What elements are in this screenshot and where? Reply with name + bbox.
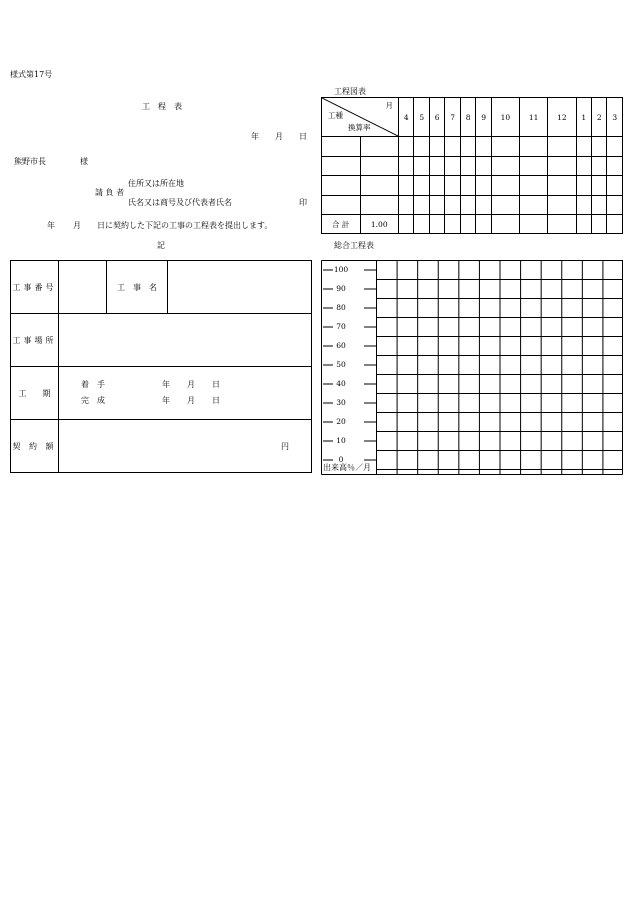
month-progress-cell[interactable] [520,176,548,196]
month-cell-4: 8 [460,98,475,137]
month-cell-9: 1 [576,98,591,137]
month-progress-cell[interactable] [460,137,475,157]
period-value[interactable] [59,367,312,420]
percent-label: 30 [336,397,346,407]
month-progress-cell[interactable] [520,137,548,157]
month-progress-cell[interactable] [520,156,548,176]
total-label: 合 計 [322,215,361,234]
work-type-header: 工種 [328,111,343,120]
contractor-address-label: 住所又は所在地 [128,179,184,188]
month-progress-cell[interactable] [445,195,460,215]
month-progress-cell[interactable] [429,195,444,215]
month-cell-3: 7 [445,98,460,137]
contract-amount-label: 契 約 額 [11,420,59,473]
month-progress-cell[interactable] [591,176,606,196]
month-progress-cell[interactable] [491,195,519,215]
header-diagonal-cell [322,98,399,137]
construction-details-table [10,260,312,473]
percent-label: 40 [336,378,346,388]
conversion-rate-cell[interactable] [360,137,399,157]
date-day: 日 [299,132,307,141]
month-progress-cell[interactable] [460,176,475,196]
yen-unit: 円 [281,441,289,451]
submission-text: 日に契約した下記の工事の工程表を提出します。 [97,221,273,230]
month-progress-cell[interactable] [520,195,548,215]
month-progress-cell[interactable] [476,195,491,215]
start-label: 着 手 [81,380,105,389]
construction-number-label: 工事番号 [11,261,59,314]
process-chart-table [321,97,623,234]
percent-label: 100 [333,264,349,274]
seal-mark: 印 [299,198,307,207]
month-cell-8: 12 [548,98,576,137]
period-label: 工 期 [11,367,59,420]
month-progress-cell[interactable] [576,137,591,157]
month-progress-cell[interactable] [591,156,606,176]
month-progress-cell[interactable] [607,156,623,176]
month-progress-cell[interactable] [548,195,576,215]
month-progress-cell[interactable] [491,176,519,196]
overall-chart [321,260,623,475]
percent-label: 10 [336,435,346,445]
month-progress-cell[interactable] [445,137,460,157]
work-type-cell[interactable] [322,176,361,196]
percent-label: 0 [338,454,344,464]
process-row [322,156,623,176]
addressee-name: 熊野市長 [14,157,46,166]
month-progress-cell[interactable] [414,137,429,157]
month-progress-cell[interactable] [399,137,414,157]
month-progress-cell[interactable] [414,156,429,176]
contract-amount-value[interactable] [59,420,312,473]
process-row [322,195,623,215]
process-chart-title: 工程図表 [334,87,366,96]
month-progress-cell[interactable] [445,156,460,176]
month-progress-cell[interactable] [445,176,460,196]
month-progress-cell[interactable] [548,137,576,157]
construction-number-value[interactable] [59,261,107,314]
work-type-cell[interactable] [322,137,361,157]
month-cell-10: 2 [591,98,606,137]
month-progress-cell[interactable] [591,195,606,215]
month-progress-cell[interactable] [476,176,491,196]
start-month: 月 [187,380,195,389]
process-row [322,137,623,157]
construction-name-label: 工 事 名 [107,261,168,314]
completion-year: 年 [162,396,170,405]
month-progress-cell[interactable] [607,176,623,196]
month-cell-11: 3 [607,98,623,137]
percent-label: 20 [336,416,346,426]
month-progress-cell[interactable] [476,156,491,176]
month-progress-cell[interactable] [491,137,519,157]
conversion-rate-header: 換算率 [348,123,371,132]
month-progress-cell[interactable] [591,137,606,157]
month-progress-cell[interactable] [460,156,475,176]
addressee-honorific: 様 [80,157,88,166]
start-day: 日 [212,380,220,389]
month-cell-1: 5 [414,98,429,137]
conversion-rate-cell[interactable] [360,195,399,215]
month-progress-cell[interactable] [548,156,576,176]
month-progress-cell[interactable] [460,195,475,215]
overall-chart-title: 総合工程表 [334,241,374,250]
date-month: 月 [275,132,283,141]
month-cell-7: 11 [520,98,548,137]
percent-label: 70 [336,321,346,331]
month-progress-cell[interactable] [576,195,591,215]
month-cell-5: 9 [476,98,491,137]
overall-chart-grid [321,260,623,475]
completion-day: 日 [212,396,220,405]
month-progress-cell[interactable] [429,137,444,157]
percent-label: 80 [336,302,346,312]
percent-label: 60 [336,340,346,350]
month-progress-cell[interactable] [399,176,414,196]
month-progress-cell[interactable] [429,176,444,196]
process-row [322,176,623,196]
total-value: 1.00 [360,215,399,234]
form-number: 様式第17号 [10,70,53,79]
conversion-rate-cell[interactable] [360,156,399,176]
construction-name-value[interactable] [168,261,312,314]
month-progress-cell[interactable] [576,156,591,176]
percent-label: 90 [336,283,346,293]
construction-site-label: 工事場所 [11,314,59,367]
month-progress-cell[interactable] [576,176,591,196]
month-progress-cell[interactable] [491,156,519,176]
page-title: 工 程 表 [142,102,182,111]
contractor-name-label: 氏名又は商号及び代表者氏名 [128,198,232,207]
month-progress-cell[interactable] [429,156,444,176]
ki-mark: 記 [157,241,165,250]
month-cell-0: 4 [399,98,414,137]
completion-month: 月 [187,396,195,405]
month-cell-6: 10 [491,98,519,137]
month-header: 月 [385,101,393,110]
month-progress-cell[interactable] [548,176,576,196]
conversion-rate-cell[interactable] [360,176,399,196]
completion-label: 完 成 [81,396,105,405]
month-progress-cell[interactable] [399,156,414,176]
submission-month: 月 [73,221,81,230]
date-year: 年 [251,132,259,141]
contractor-role-label: 請 負 者 [95,188,125,197]
month-progress-cell[interactable] [414,195,429,215]
month-progress-cell[interactable] [607,195,623,215]
construction-site-value[interactable] [59,314,312,367]
start-year: 年 [162,380,170,389]
month-cell-2: 6 [429,98,444,137]
month-progress-cell[interactable] [414,176,429,196]
submission-year: 年 [47,221,55,230]
month-progress-cell[interactable] [607,137,623,157]
percent-label: 50 [336,359,346,369]
work-type-cell[interactable] [322,195,361,215]
month-progress-cell[interactable] [476,137,491,157]
overall-footer-label: 出来高％／月 [323,463,371,472]
month-progress-cell[interactable] [399,195,414,215]
work-type-cell[interactable] [322,156,361,176]
